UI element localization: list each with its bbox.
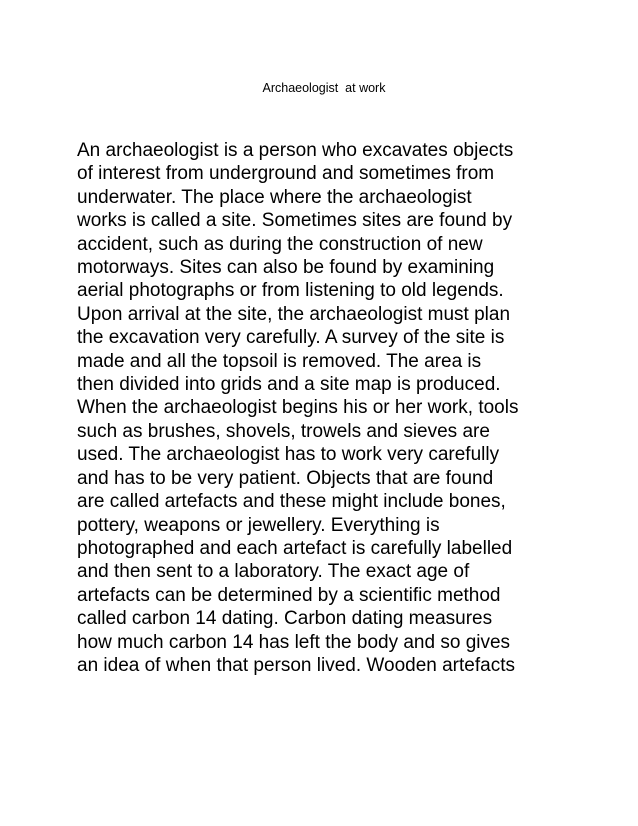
body-line: used. The archaeologist has to work very carefully (77, 444, 500, 466)
body-line: an idea of when that person lived. Wooden artefacts (77, 654, 515, 676)
body-line: accident, such as during the construction of new (77, 233, 483, 255)
body-line: of interest from underground and sometimes from (77, 163, 495, 185)
body-line: called carbon 14 dating. Carbon dating measures (77, 608, 493, 630)
body-line: aerial photographs or from listening to old legends. (77, 280, 504, 302)
body-line: artefacts can be determined by a scientific method (77, 584, 501, 606)
body-line: how much carbon 14 has left the body and so gives (77, 631, 511, 653)
body-line: works is called a site. Sometimes sites are found by (77, 210, 513, 232)
body-line: underwater. The place where the archaeologist (77, 186, 472, 208)
body-line: and has to be very patient. Objects that are found (77, 467, 494, 489)
body-line: An archaeologist is a person who excavates objects (77, 140, 514, 161)
document-title: Archaeologist at work (262, 81, 386, 95)
body-line: the excavation very carefully. A survey of the site is (77, 327, 505, 349)
document-body (77, 139, 597, 677)
body-line: motorways. Sites can also be found by examining (77, 257, 495, 279)
body-line: Upon arrival at the site, the archaeologist must plan (77, 303, 511, 325)
body-line: pottery, weapons or jewellery. Everything is (77, 514, 440, 536)
body-line: made and all the topsoil is removed. The area is (77, 350, 482, 372)
body-line: such as brushes, shovels, trowels and sieves are (77, 420, 490, 442)
body-line: are called artefacts and these might include bones, (77, 491, 506, 513)
body-line: photographed and each artefact is carefully labelled (77, 537, 513, 559)
body-line: and then sent to a laboratory. The exact age of (77, 561, 470, 583)
body-line: then divided into grids and a site map is produced. (77, 374, 501, 396)
body-line: When the archaeologist begins his or her work, tools (77, 397, 519, 419)
